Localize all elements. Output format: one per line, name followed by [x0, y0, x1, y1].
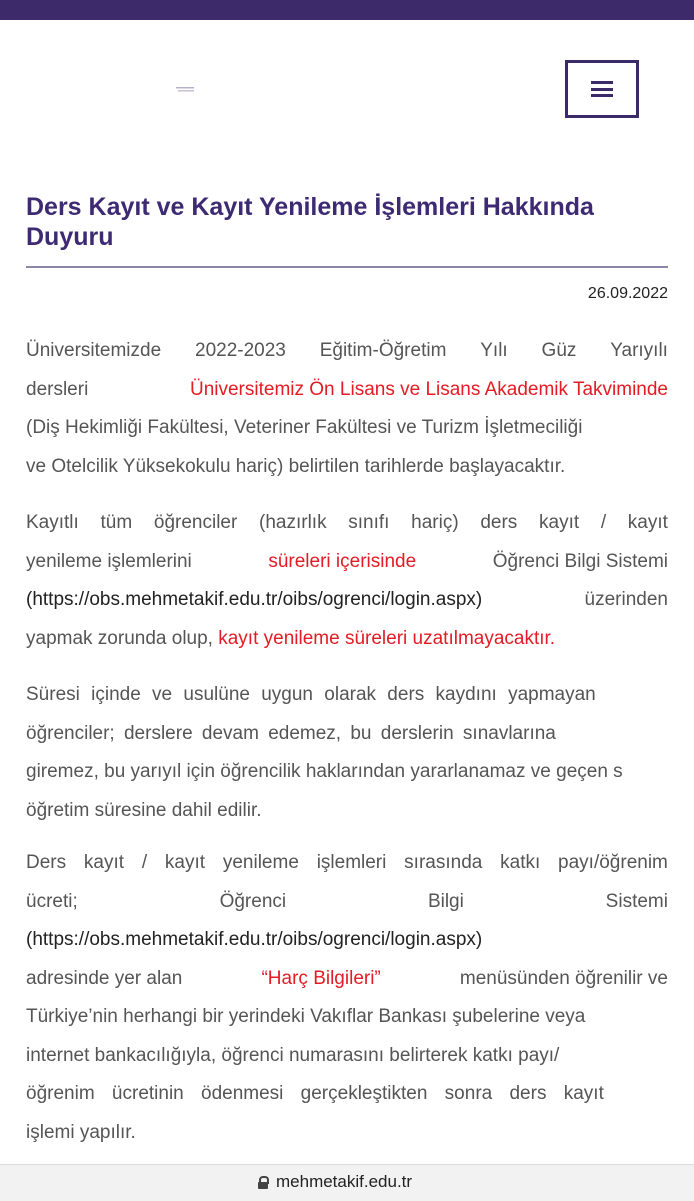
paragraph-2: [26, 504, 668, 658]
text: yenileme işlemlerini: [26, 550, 192, 572]
p2-line-1: [26, 504, 668, 543]
text: Türkiye’nin herhangi bir yerindeki Vakıflar Bankası şubelerine veya: [26, 1006, 586, 1027]
word: öğrenciler: [153, 512, 238, 533]
p3-line-4: öğretim süresine dahil edilir.: [26, 799, 262, 821]
text: Öğrenci Bilgi Sistemi: [492, 550, 668, 572]
word: Kayıtlı: [26, 512, 79, 533]
paragraph-1: [26, 332, 668, 486]
p4-line-3: [26, 921, 668, 960]
word: Ders: [26, 852, 67, 873]
p4-line-8: işlemi yapılır.: [26, 1121, 136, 1143]
word: 2022-2023: [195, 340, 286, 361]
word: Yılı: [480, 340, 508, 361]
url-text: mehmetakif.edu.tr: [276, 1172, 413, 1191]
word: Öğrenci: [219, 890, 287, 912]
p4-line-7: [26, 1075, 668, 1114]
text: Süresi içinde ve usulüne uygun olarak ders kaydını yapmayan: [26, 684, 596, 705]
no-extension-highlight: kayıt yenileme süreleri uzatılmayacaktır.: [218, 627, 556, 649]
word: (hazırlık: [259, 512, 327, 533]
paragraph-4: [26, 844, 668, 1152]
menu-button[interactable]: [565, 60, 639, 118]
p4-line-1: [26, 844, 668, 883]
word: Bilgi: [427, 890, 464, 912]
p2-line-3: [26, 581, 668, 620]
p2-line-4: [26, 620, 668, 659]
word: sırasında: [404, 852, 483, 873]
browser-address-bar[interactable]: [0, 1164, 694, 1201]
p2-line-2: [26, 543, 668, 582]
text: menüsünden öğrenilir ve: [459, 967, 668, 989]
word: kayıt: [627, 512, 668, 533]
word: payı/öğrenim: [558, 852, 668, 873]
obs-login-link-2[interactable]: (https://obs.mehmetakif.edu.tr/oibs/ogrenci/login.aspx): [26, 929, 483, 950]
word: kayıt: [164, 852, 206, 873]
word: Üniversitemizde: [26, 340, 162, 361]
word: Eğitim-Öğretim: [319, 340, 447, 361]
publish-date: 26.09.2022: [587, 285, 668, 302]
hamburger-menu-icon: [591, 81, 613, 97]
word: Güz: [541, 340, 577, 361]
word: ders: [480, 512, 518, 533]
word: /: [600, 512, 607, 533]
title-divider: [26, 266, 668, 268]
lock-icon: [258, 1176, 268, 1189]
fee-info-highlight: “Harç Bilgileri”: [261, 967, 381, 989]
p4-line-5: [26, 998, 668, 1037]
word: hariç): [411, 512, 459, 533]
word: ücreti;: [26, 890, 78, 912]
page-title: Ders Kayıt ve Kayıt Yenileme İşlemleri Hakkında Duyuru: [26, 193, 594, 251]
top-accent-bar: [0, 0, 694, 20]
deadline-highlight: süreleri içerisinde: [268, 550, 417, 572]
word: Yarıyılı: [610, 340, 668, 361]
text: öğrenim ücretinin ödenmesi gerçekleştikten sonra ders kayıt: [26, 1083, 604, 1104]
text: adresinde yer alan: [26, 967, 183, 989]
p1-line-3: [26, 409, 668, 448]
p1-line-1: [26, 332, 668, 371]
word: tüm: [100, 512, 133, 533]
academic-calendar-link[interactable]: Üniversitemiz Ön Lisans ve Lisans Akademik Takviminde: [189, 378, 668, 400]
word: /: [141, 852, 148, 873]
site-logo[interactable]: [176, 86, 196, 94]
obs-login-link[interactable]: (https://obs.mehmetakif.edu.tr/oibs/ogrenci/login.aspx): [26, 589, 483, 610]
p4-line-6: [26, 1037, 668, 1076]
p4-line-2: [26, 883, 668, 922]
p3-line-1: [26, 676, 668, 715]
p3-line-2: öğrenciler; derslere devam edemez, bu derslerin sınavlarına: [26, 722, 556, 744]
word: Sistemi: [605, 890, 668, 912]
p4-line-4: [26, 960, 668, 999]
word: sınıfı: [348, 512, 390, 533]
word: yenileme: [222, 852, 299, 873]
word: kayıt: [83, 852, 125, 873]
word: katkı: [500, 852, 541, 873]
text: (Diş Hekimliği Fakültesi, Veteriner Fakültesi ve Turizm İşletmeciliği: [26, 417, 583, 438]
text: internet bankacılığıyla, öğrenci numarasını belirterek katkı payı/: [26, 1044, 560, 1066]
paragraph-3: [26, 676, 694, 830]
word: işlemleri: [316, 852, 387, 873]
p1-line-4: ve Otelcilik Yüksekokulu hariç) belirtilen tarihlerde başlayacaktır.: [26, 455, 566, 477]
text: yapmak zorunda olup,: [26, 627, 213, 649]
p3-line-3: giremez, bu yarıyıl için öğrencilik haklarından yararlanamaz ve geçen s: [26, 761, 623, 782]
text: üzerinden: [584, 589, 668, 610]
p1-line-2: [26, 371, 668, 410]
text: dersleri: [26, 378, 89, 400]
word: kayıt: [539, 512, 580, 533]
